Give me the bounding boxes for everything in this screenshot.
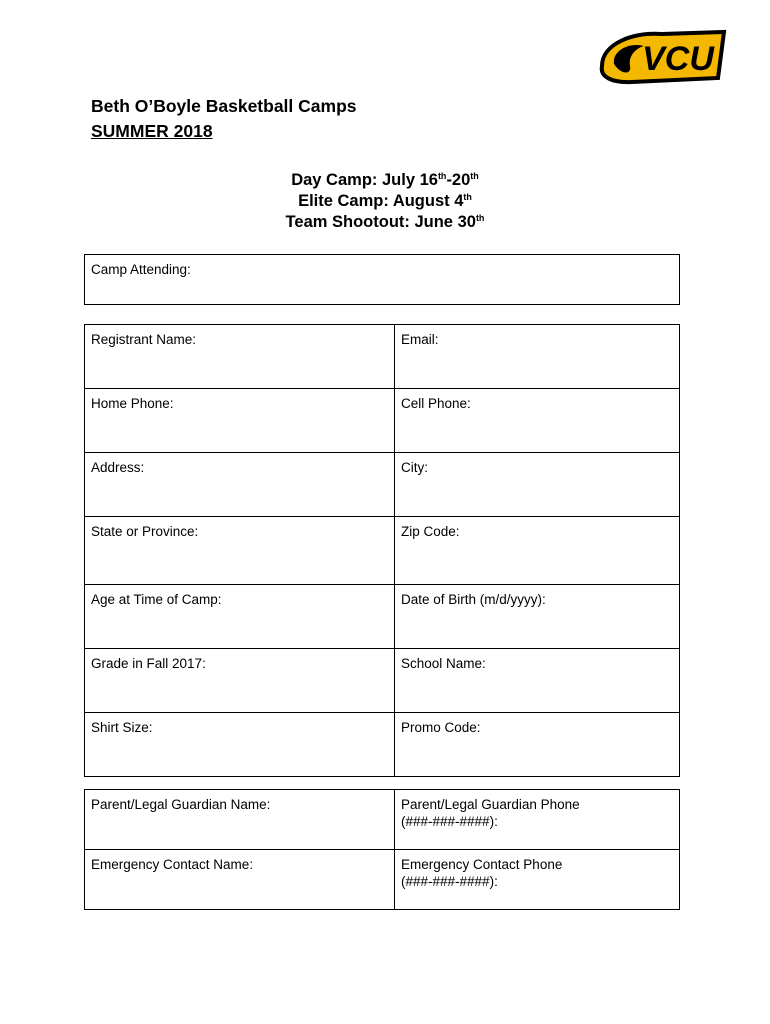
camp-attending-table [84,254,680,305]
age-field[interactable] [85,585,395,649]
state-field[interactable] [85,517,395,585]
registrant-name-label: Registrant Name: [91,332,197,347]
date-line-day-camp: Day Camp: July 16th-20th [291,171,479,189]
dob-label: Date of Birth (m/d/yyyy): [401,592,546,607]
address-field[interactable] [85,453,395,517]
emergency-phone-field[interactable] [395,850,680,910]
vcu-logo [592,26,732,88]
zip-label: Zip Code: [401,524,460,539]
promo-code-field[interactable] [395,713,680,777]
camp-dates [0,170,770,233]
shirt-size-label: Shirt Size: [91,720,153,735]
emergency-name-field[interactable] [85,850,395,910]
page-title: Beth O’Boyle Basketball Camps [91,96,357,116]
registrant-table [84,324,680,777]
email-label: Email: [401,332,439,347]
emergency-phone-label: Emergency Contact Phone [401,857,563,872]
date-line-elite-camp: Elite Camp: August 4th [298,192,472,210]
grade-label: Grade in Fall 2017: [91,656,206,671]
cell-phone-field[interactable] [395,389,680,453]
address-label: Address: [91,460,145,475]
dob-field[interactable] [395,585,680,649]
state-label: State or Province: [91,524,199,539]
cell-phone-label: Cell Phone: [401,396,471,411]
emergency-name-label: Emergency Contact Name: [91,857,254,872]
page-subtitle: SUMMER 2018 [91,121,213,141]
home-phone-field[interactable] [85,389,395,453]
home-phone-label: Home Phone: [91,396,174,411]
camp-attending-label: Camp Attending: [91,262,191,277]
email-field[interactable] [395,325,680,389]
guardian-phone-format: (###-###-####): [401,814,498,829]
age-label: Age at Time of Camp: [91,592,222,607]
school-label: School Name: [401,656,486,671]
grade-field[interactable] [85,649,395,713]
guardian-phone-label: Parent/Legal Guardian Phone [401,797,580,812]
guardian-name-field[interactable] [85,790,395,850]
registrant-name-field[interactable] [85,325,395,389]
promo-code-label: Promo Code: [401,720,481,735]
emergency-phone-format: (###-###-####): [401,874,498,889]
city-label: City: [401,460,428,475]
shirt-size-field[interactable] [85,713,395,777]
guardian-phone-field[interactable] [395,790,680,850]
camp-attending-field[interactable] [85,255,680,305]
city-field[interactable] [395,453,680,517]
contacts-table [84,789,680,910]
school-field[interactable] [395,649,680,713]
date-line-team-shootout: Team Shootout: June 30th [285,213,485,231]
zip-field[interactable] [395,517,680,585]
guardian-name-label: Parent/Legal Guardian Name: [91,797,271,812]
logo-text: VCU [642,40,714,78]
